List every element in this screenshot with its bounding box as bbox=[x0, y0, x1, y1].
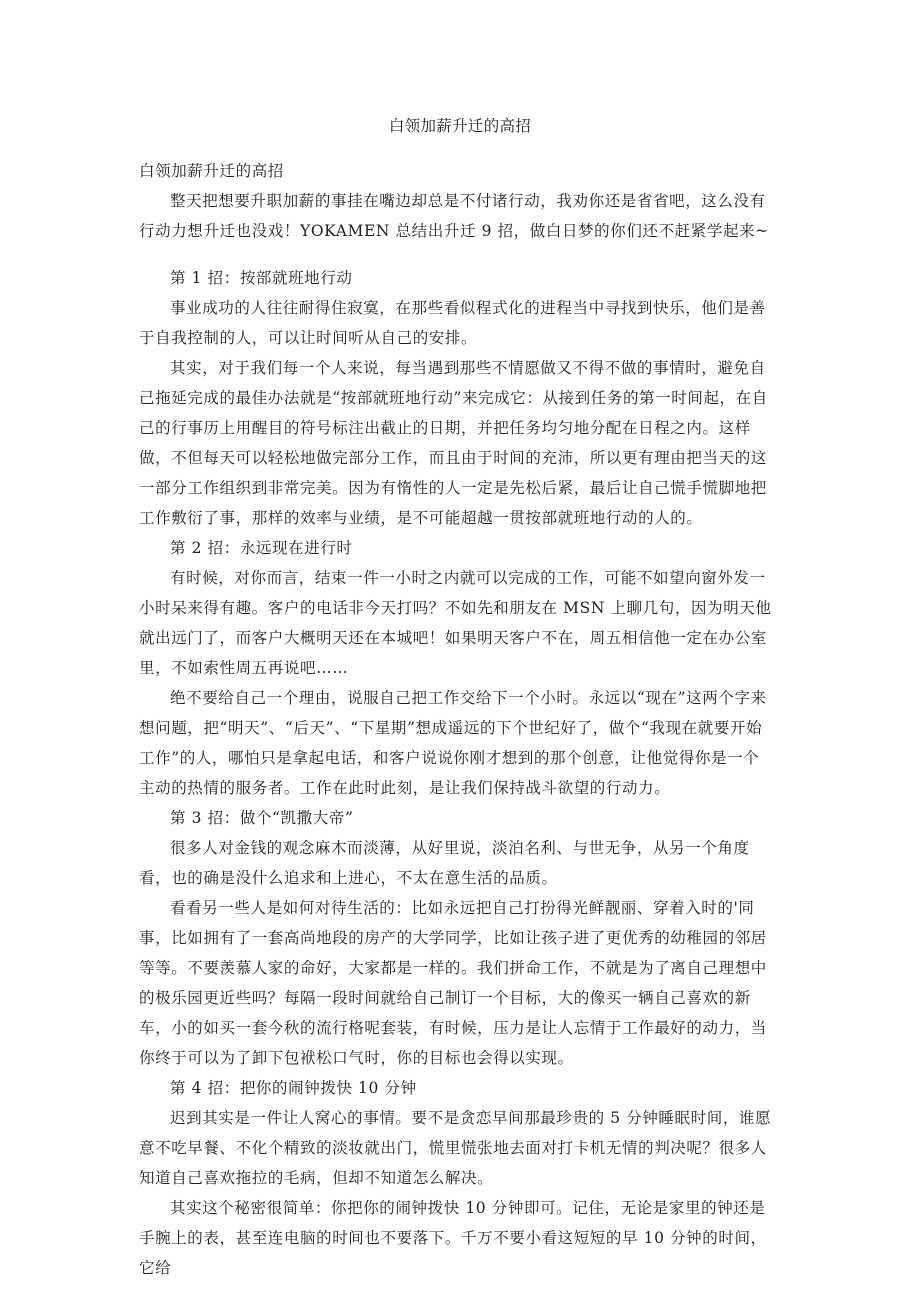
paragraph-spacer bbox=[139, 246, 775, 263]
tip-3-heading: 第 3 招：做个“凯撒大帝” bbox=[170, 809, 354, 827]
paragraph: 迟到其实是一件让人窝心的事情。要不是贪恋早间那最珍贵的 5 分钟睡眠时间，谁愿意不吃早餐、不化个精致的淡妆就出门，慌里慌张地去面对打卡机无情的判决呢？很多人知道自己喜欢拖拉的毛病，但却不知道怎么解决。 bbox=[139, 1109, 772, 1187]
tip-1-heading: 第 1 招：按部就班地行动 bbox=[170, 269, 353, 287]
tip-4-heading: 第 4 招：把你的闹钟拨快 10 分钟 bbox=[170, 1079, 417, 1097]
paragraph: 绝不要给自己一个理由，说服自己把工作交给下一个小时。永远以“现在”这两个字来想问题，把“明天”、“后天”、“下星期”想成遥远的下个世纪好了，做个“我现在就要开始工作”的人，哪怕只是拿起电话，和客户说说你刚才想到的那个创意，让他觉得你是一个主动的热情的服务者。工作在此时此刻，是让我们保持战斗欲望的行动力。 bbox=[139, 689, 767, 797]
paragraph: 看看另一些人是如何对待生活的：比如永远把自己打扮得光鲜靓丽、穿着入时的'同事，比如拥有了一套高尚地段的房产的大学同学，比如让孩子进了更优秀的幼稚园的邻居等等。不要羡慕人家的命好，大家都是一样的。我们拼命工作，不就是为了离自己理想中的极乐园更近些吗？每隔一段时间就给自己制订一个目标，大的像买一辆自己喜欢的新车，小的如买一套今秋的流行格呢套装，有时候，压力是让人忘情于工作最好的动力，当你终于可以为了卸下包袱松口气时，你的目标也会得以实现。 bbox=[139, 899, 767, 1067]
paragraph: 事业成功的人往往耐得住寂寞，在那些看似程式化的进程当中寻找到快乐，他们是善于自我控制的人，可以让时间听从自己的安排。 bbox=[139, 299, 766, 347]
section-heading: 白领加薪升迁的高招 bbox=[139, 162, 284, 180]
tip-2-heading: 第 2 招：永远现在进行时 bbox=[170, 539, 353, 557]
document-body bbox=[139, 156, 775, 1283]
document-title: 白领加薪升迁的高招 bbox=[388, 117, 532, 135]
paragraph: 有时候，对你而言，结束一件一小时之内就可以完成的工作，可能不如望向窗外发一小时呆来得有趣。客户的电话非今天打吗？不如先和朋友在 MSN 上聊几句，因为明天他就出远门了，而客户大概明天还在本城吧！如果明天客户不在，周五相信他一定在办公室里，不如索性周五再说吧…… bbox=[139, 569, 772, 677]
intro-paragraph: 整天把想要升职加薪的事挂在嘴边却总是不付诸行动，我劝你还是省省吧，这么没有行动力想升迁也没戏！YOKAMEN 总结出升迁 9 招，做白日梦的你们还不赶紧学起来~ bbox=[139, 192, 769, 240]
paragraph: 其实，对于我们每一个人来说，每当遇到那些不情愿做又不得不做的事情时，避免自己拖延完成的最佳办法就是“按部就班地行动”来完成它：从接到任务的第一时间起，在自己的行事历上用醒目的符号标注出截止的日期，并把任务均匀地分配在日程之内。这样做，不但每天可以轻松地做完部分工作，而且由于时间的充沛，所以更有理由把当天的这一部分工作组织到非常完美。因为有惰性的人一定是先松后紧，最后让自己慌手慌脚地把工作敷衍了事，那样的效率与业绩，是不可能超越一贯按部就班地行动的人的。 bbox=[139, 359, 768, 527]
paragraph: 其实这个秘密很简单：你把你的闹钟拨快 10 分钟即可。记住，无论是家里的钟还是手腕上的表，甚至连电脑的时间也不要落下。千万不要小看这短短的早 10 分钟的时间，它给 bbox=[139, 1199, 767, 1277]
paragraph: 很多人对金钱的观念麻木而淡薄，从好里说，淡泊名利、与世无争，从另一个角度看，也的确是没什么追求和上进心，不太在意生活的品质。 bbox=[139, 839, 750, 887]
